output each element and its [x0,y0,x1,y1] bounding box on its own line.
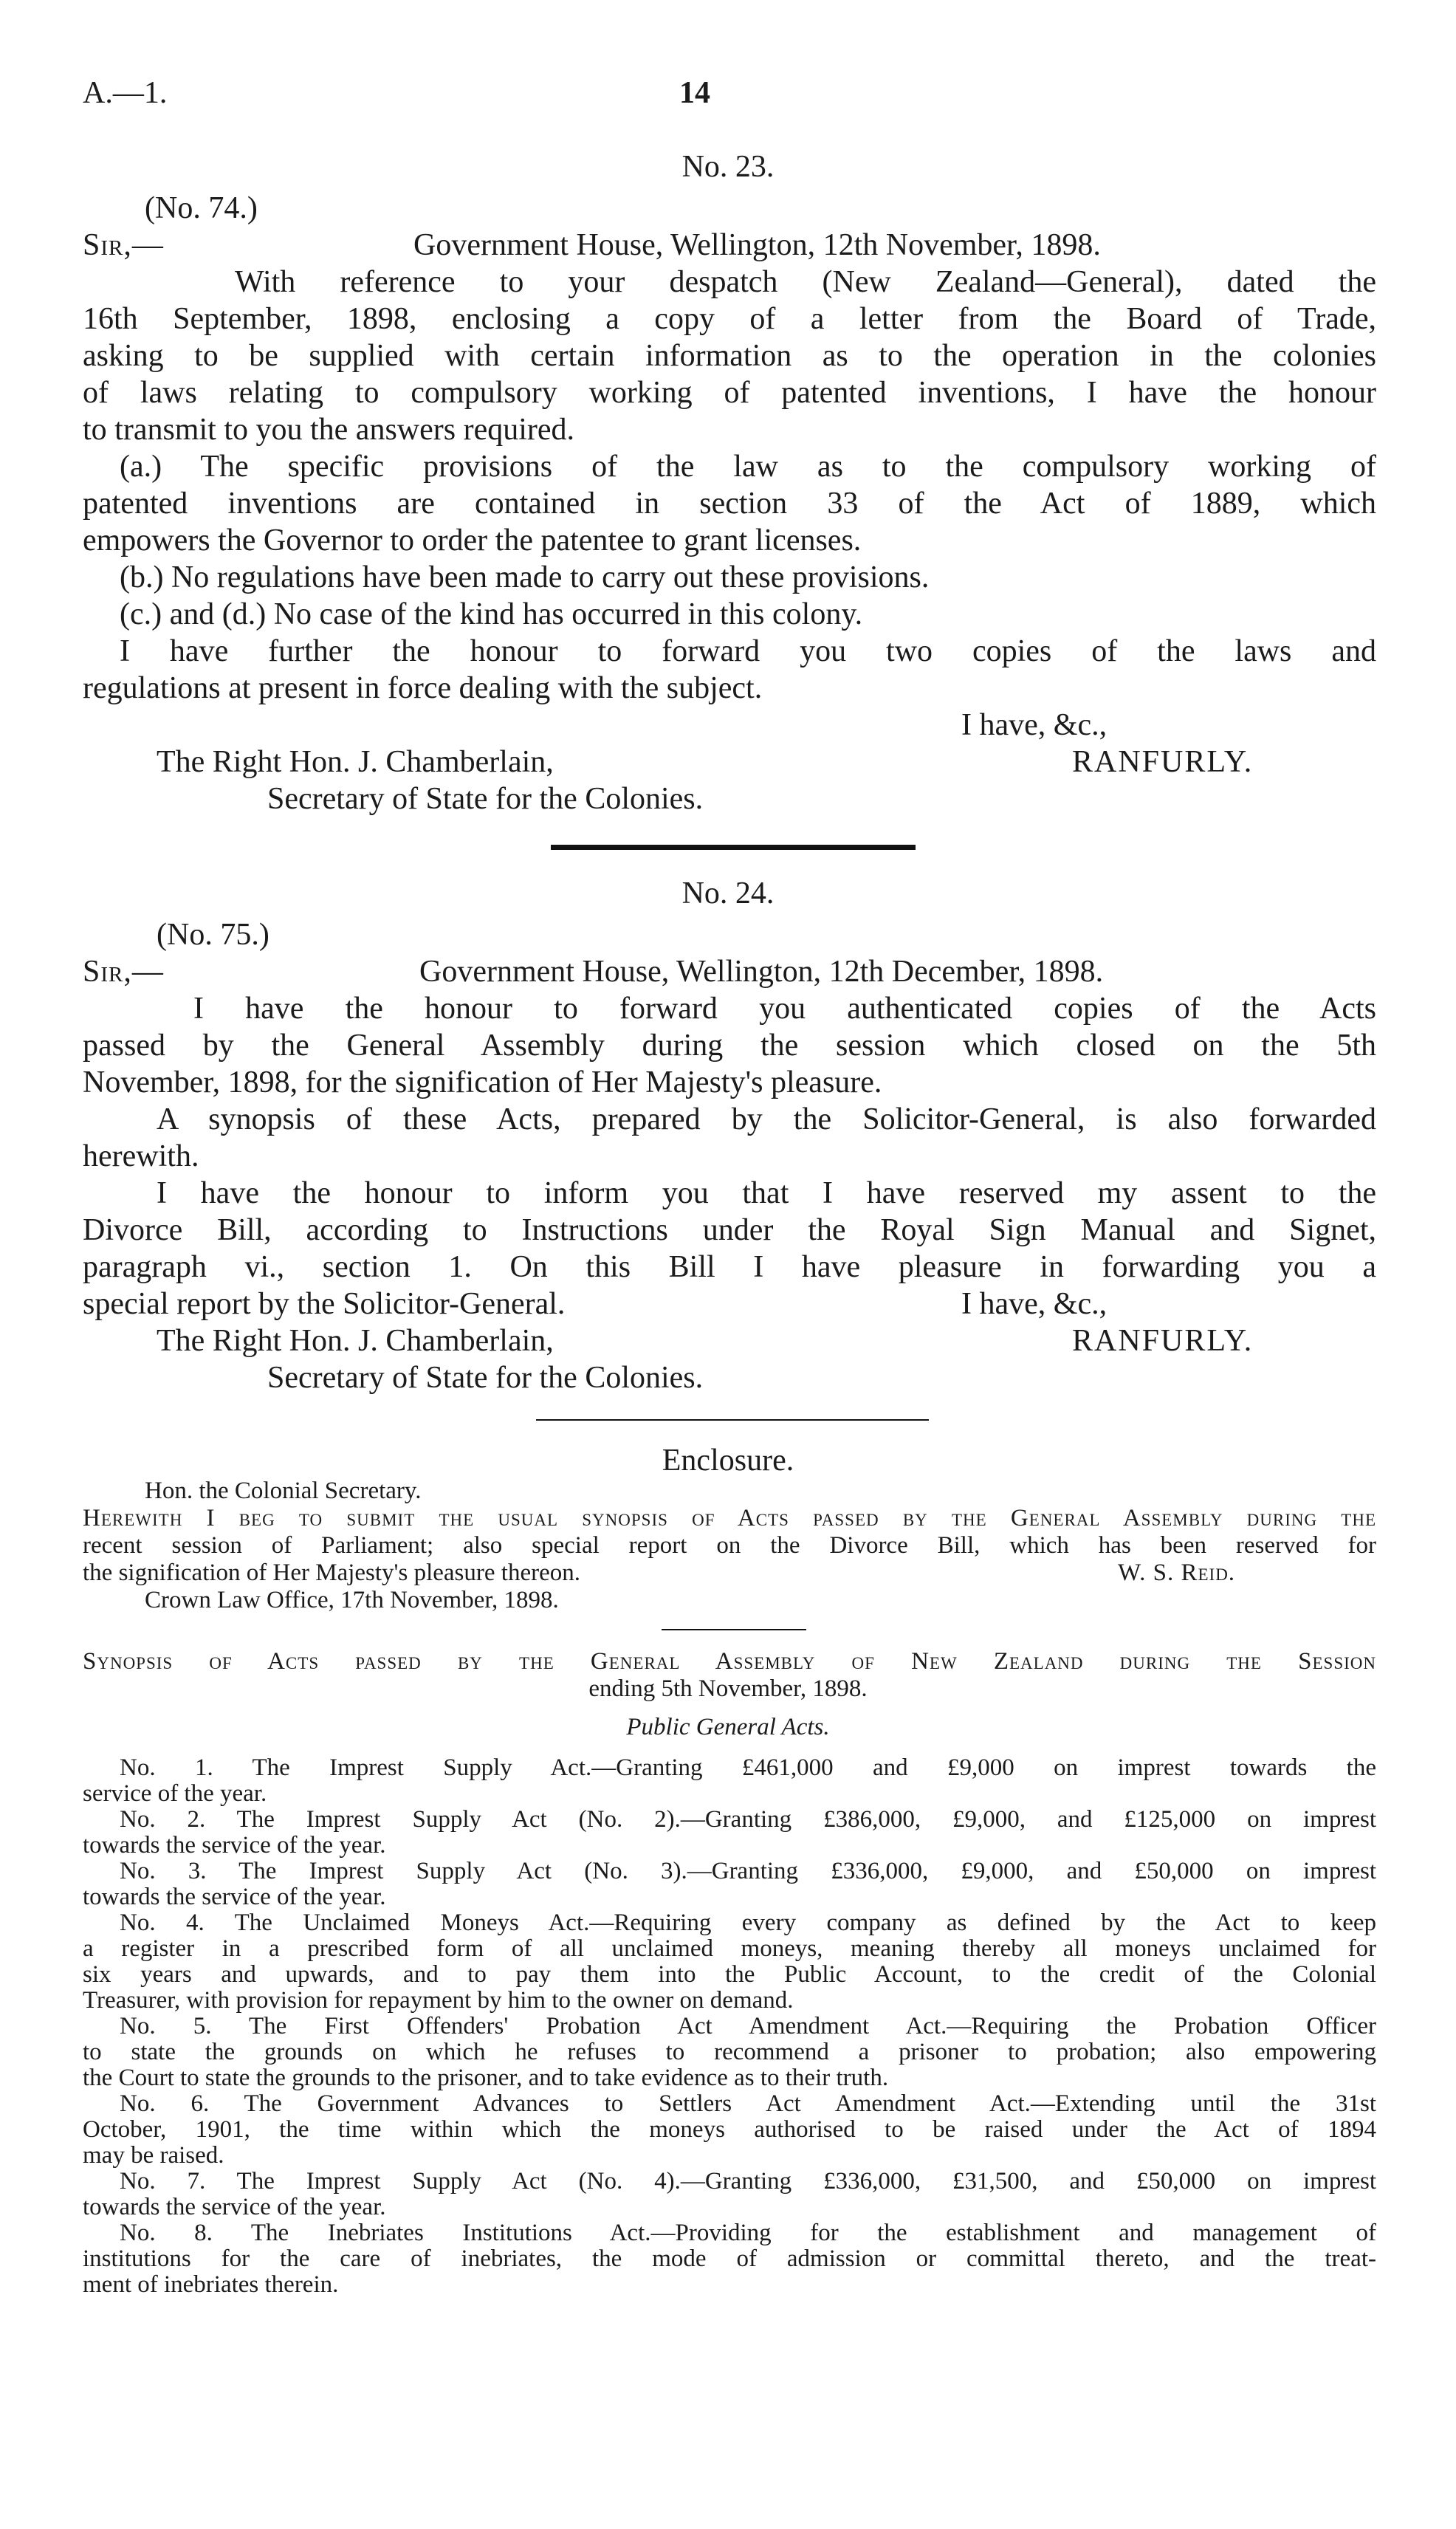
despatch-24-para3-line: special report by the Solicitor-General. [83,1287,566,1321]
page-number: 14 [679,76,710,110]
despatch-23-closing: I have, &c., [961,708,1108,742]
despatch-24-signature: RANFURLY. [1072,1324,1254,1358]
act-line: No. 3. The Imprest Supply Act (No. 3).—Granting £336,000, £9,000, and £50,000 on imprest [120,1858,1376,1884]
despatch-23-para1-line: asking to be supplied with certain information as to the operation in the colonies [83,339,1376,373]
section-divider-thick [551,845,916,850]
despatch-23-para5-line: I have further the honour to forward you two copies of the laws and [120,634,1376,668]
despatch-23-signature: RANFURLY. [1072,745,1254,779]
act-line: towards the service of the year. [83,1884,386,1910]
despatch-23-para1-line: With reference to your despatch (New Zealand—General), dated the [235,265,1376,299]
despatch-23-para1-line: to transmit to you the answers required. [83,413,575,447]
despatch-24-para3-line: I have the honour to inform you that I have reserved my assent to the [157,1176,1376,1210]
despatch-23-para2-line: empowers the Governor to order the patentee to grant licenses. [83,524,862,557]
despatch-23-dateline: Government House, Wellington, 12th November, 1898. [413,228,1101,262]
enclosure-divider [662,1629,806,1630]
act-line: No. 4. The Unclaimed Moneys Act.—Requiring every company as defined by the Act to keep [120,1909,1376,1936]
despatch-23-para2-line: patented inventions are contained in section 33 of the Act of 1889, which [83,487,1376,521]
despatch-24-para1-line: I have the honour to forward you authenticated copies of the Acts [193,992,1376,1026]
sessional-paper-ref: A.—1. [83,76,168,110]
despatch-24-para3-line: paragraph vi., section 1. On this Bill I have pleasure in forwarding you a [83,1250,1376,1284]
despatch-23-number: (No. 74.) [145,191,258,225]
despatch-23-para4: (c.) and (d.) No case of the kind has occurred in this colony. [120,597,863,631]
act-line: No. 6. The Government Advances to Settlers Act Amendment Act.—Extending until the 31st [120,2090,1376,2117]
act-line: six years and upwards, and to pay them into the Public Account, to the credit of the Colonial [83,1961,1376,1988]
despatch-24-closing: I have, &c., [961,1287,1108,1321]
act-line: service of the year. [83,1780,267,1807]
despatch-23-para1-line: 16th September, 1898, enclosing a copy of a letter from the Board of Trade, [83,302,1376,336]
act-line: No. 5. The First Offenders' Probation Act Amendment Act.—Requiring the Probation Officer [120,2013,1376,2039]
act-line: a register in a prescribed form of all unclaimed moneys, meaning thereby all moneys unclaimed for [83,1935,1376,1962]
act-line: the Court to state the grounds to the prisoner, and to take evidence as to their truth. [83,2065,889,2091]
act-line: ment of inebriates therein. [83,2271,339,2298]
despatch-23-para5-line: regulations at present in force dealing with the subject. [83,671,763,705]
act-line: October, 1901, the time within which the moneys authorised to be raised under the Act of 1894 [83,2116,1376,2143]
act-line: towards the service of the year. [83,2194,386,2220]
enclosure-line: the signification of Her Majesty's pleasure thereon. [83,1559,580,1586]
despatch-24-recipient: The Right Hon. J. Chamberlain, [157,1324,554,1358]
act-line: No. 2. The Imprest Supply Act (No. 2).—Granting £386,000, £9,000, and £125,000 on imprest [120,1806,1376,1833]
despatch-24-para1-line: November, 1898, for the signification of Her Majesty's pleasure. [83,1066,882,1099]
synopsis-heading: Synopsis of Acts passed by the General Assembly of New Zealand during the Session [83,1648,1376,1675]
enclosure-signature: W. S. Reid. [1118,1559,1236,1586]
despatch-23-para1-line: of laws relating to compulsory working of patented inventions, I have the honour [83,376,1376,410]
despatch-24-para2-line: A synopsis of these Acts, prepared by the Solicitor-General, is also forwarded [157,1102,1376,1136]
act-line: No. 7. The Imprest Supply Act (No. 4).—Granting £336,000, £31,500, and £50,000 on imprest [120,2168,1376,2195]
despatch-23-recipient-title: Secretary of State for the Colonies. [267,782,704,816]
act-line: may be raised. [83,2142,224,2169]
act-line: No. 1. The Imprest Supply Act.—Granting £461,000 and £9,000 on imprest towards the [120,1754,1376,1781]
despatch-24-recipient-title: Secretary of State for the Colonies. [267,1361,704,1395]
despatch-24-number: (No. 75.) [157,918,269,952]
despatch-23-salutation: Sir,— [83,228,164,262]
despatch-24-para1-line: passed by the General Assembly during the session which closed on the 5th [83,1029,1376,1063]
act-line: towards the service of the year. [83,1832,386,1859]
synopsis-heading-line2: ending 5th November, 1898. [588,1675,868,1702]
act-line: Treasurer, with provision for repayment by him to the owner on demand. [83,1987,794,2014]
enclosure-title: Enclosure. [662,1444,794,1478]
despatch-23-para3: (b.) No regulations have been made to carry out these provisions. [120,560,930,594]
enclosure-addressee: Hon. the Colonial Secretary. [145,1478,422,1504]
section-divider-thin [536,1419,929,1421]
enclosure-line: Herewith I beg to submit the usual synopsis of Acts passed by the General Assembly during the [83,1505,1376,1531]
despatch-24-dateline: Government House, Wellington, 12th December, 1898. [419,955,1104,989]
act-line: No. 8. The Inebriates Institutions Act.—Providing for the establishment and management of [120,2220,1376,2246]
despatch-24-title: No. 24. [681,876,775,910]
act-line: institutions for the care of inebriates, the mode of admission or committal thereto, and the treat- [83,2245,1376,2272]
despatch-24-para3-line: Divorce Bill, according to Instructions under the Royal Sign Manual and Signet, [83,1213,1376,1247]
despatch-24-salutation: Sir,— [83,955,164,989]
despatch-24-para2-line: herewith. [83,1139,199,1173]
despatch-23-title: No. 23. [681,150,775,184]
enclosure-line: recent session of Parliament; also special report on the Divorce Bill, which has been reserved for [83,1532,1376,1559]
despatch-23-recipient: The Right Hon. J. Chamberlain, [157,745,554,779]
synopsis-subheading: Public General Acts. [626,1714,830,1740]
despatch-23-para2-line: (a.) The specific provisions of the law as to the compulsory working of [120,450,1376,484]
enclosure-office: Crown Law Office, 17th November, 1898. [145,1587,559,1613]
act-line: to state the grounds on which he refuses to recommend a prisoner to probation; also empowering [83,2039,1376,2065]
